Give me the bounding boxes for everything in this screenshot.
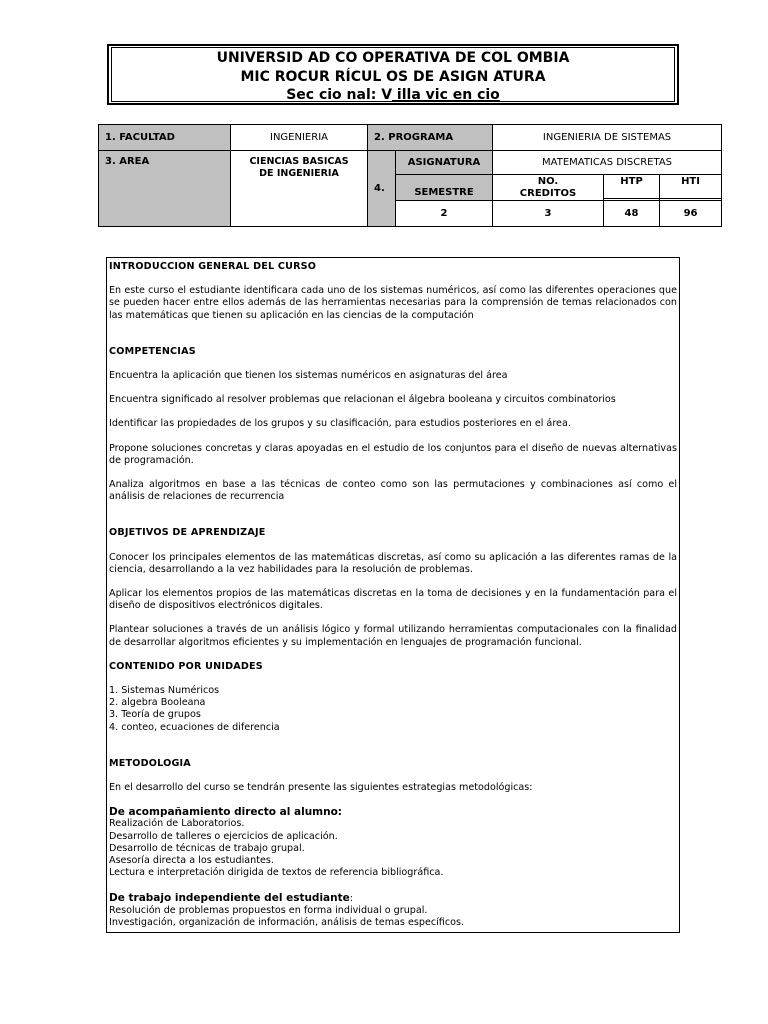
metodologia-intro: En el desarrollo del curso se tendrán presente las siguientes estrategias metodológicas: <box>109 782 533 794</box>
programa-value: INGENIERIA DE SISTEMAS <box>493 125 722 151</box>
hti-label: HTI <box>660 175 722 199</box>
unidad-item: 1. Sistemas Numéricos <box>109 685 220 697</box>
objetivo-item: Conocer los principales elementos de las matemáticas discretas, así como su aplicación a las diferentes ramas de la ciencia, desarrollando a la vez habilidades para la resolución de problemas. <box>109 551 677 575</box>
area-value <box>231 151 368 227</box>
independiente-colon: : <box>349 892 353 904</box>
course-info-table <box>98 124 722 227</box>
creditos-label <box>493 175 604 201</box>
independiente-item: Resolución de problemas propuestos en forma individual o grupal. <box>109 904 428 916</box>
directo-item: Desarrollo de talleres o ejercicios de aplicación. <box>109 830 338 842</box>
competencia-item: Propone soluciones concretas y claras apoyadas en el estudio de los conjuntos para el diseño de nuevas alternativas de programación. <box>109 442 677 466</box>
seccional-line <box>112 86 674 105</box>
directo-item: Desarrollo de técnicas de trabajo grupal. <box>109 842 305 854</box>
header-inner <box>111 47 675 102</box>
objetivo-item: Plantear soluciones a través de un análisis lógico y formal utilizando herramientas computacionales con la finalidad de desarrollar algoritmos eficientes y su implementación en lenguajes de programación funcional. <box>109 624 677 648</box>
intro-heading: INTRODUCCION GENERAL DEL CURSO <box>109 261 317 272</box>
semestre-value: 2 <box>396 201 493 227</box>
unidad-item: 4. conteo, ecuaciones de diferencia <box>109 721 280 733</box>
facultad-label: 1. FACULTAD <box>99 125 231 151</box>
competencia-item: Encuentra la aplicación que tienen los sistemas numéricos en asignaturas del área <box>109 370 508 382</box>
hti-value: 96 <box>660 201 722 227</box>
directo-heading: De acompañamiento directo al alumno: <box>109 806 342 819</box>
asignatura-value: MATEMATICAS DISCRETAS <box>493 151 722 175</box>
independiente-item: Investigación, organización de información, análisis de temas específicos. <box>109 916 465 928</box>
semestre-label: SEMESTRE <box>396 175 493 201</box>
creditos-label-line1: NO. <box>537 175 559 187</box>
unidad-item: 2. algebra Booleana <box>109 697 206 709</box>
competencia-item: Encuentra significado al resolver problemas que relacionan el álgebra booleana y circuitos combinatorios <box>109 394 616 406</box>
area-label: 3. AREA <box>99 151 231 227</box>
metodologia-heading: METODOLOGIA <box>109 757 191 769</box>
seccional-prefix: Sec cio nal: V <box>286 87 393 103</box>
competencia-item: Identificar las propiedades de los grupos y su clasificación, para estudios posteriores en el área. <box>109 418 571 430</box>
objetivo-item: Aplicar los elementos propios de las matemáticas discretas en la toma de decisiones y en la fundamentación para el diseño de dispositivos electrónicos digitales. <box>109 588 677 612</box>
creditos-label-line2: CREDITOS <box>519 187 577 199</box>
document-type: MIC ROCUR RÍCUL OS DE ASIGN ATURA <box>240 68 546 85</box>
document-header <box>107 44 679 105</box>
independiente-heading-line <box>109 892 677 905</box>
course-content-box <box>106 257 680 933</box>
competencias-heading: COMPETENCIAS <box>109 345 196 357</box>
directo-item: Realización de Laboratorios. <box>109 818 245 830</box>
facultad-value: INGENIERIA <box>231 125 368 151</box>
asignatura-label: ASIGNATURA <box>396 151 493 175</box>
htp-value: 48 <box>604 201 660 227</box>
unidad-item: 3. Teoría de grupos <box>109 709 201 721</box>
objetivos-heading: OBJETIVOS DE APRENDIZAJE <box>109 527 266 539</box>
creditos-value: 3 <box>493 201 604 227</box>
contenido-heading: CONTENIDO POR UNIDADES <box>109 660 263 672</box>
item-4-number: 4. <box>368 151 396 227</box>
area-value-line1: CIENCIAS BASICAS <box>249 156 349 167</box>
competencia-item: Analiza algoritmos en base a las técnicas de conteo como son las permutaciones y combinaciones así como el análisis de relaciones de recurrencia <box>109 479 677 503</box>
directo-item: Asesoría directa a los estudiantes. <box>109 855 274 867</box>
university-name: UNIVERSID AD CO OPERATIVA DE COL OMBIA <box>216 50 570 66</box>
intro-text: En este curso el estudiante identificara cada uno de los sistemas numéricos, así como las diferentes operaciones que se pueden hacer entre ellos además de las herramientas necesarias para la comprensión de temas relacionados con las matemáticas que tienen su aplicación en las ciencias de la computación <box>109 285 677 321</box>
programa-label: 2. PROGRAMA <box>368 125 493 151</box>
htp-label: HTP <box>604 175 660 199</box>
area-value-line2: DE INGENIERIA <box>259 168 339 179</box>
seccional-city: illa vic en cio <box>392 87 500 103</box>
directo-item: Lectura e interpretación dirigida de textos de referencia bibliográfica. <box>109 867 444 879</box>
independiente-heading: De trabajo independiente del estudiante <box>109 891 350 904</box>
